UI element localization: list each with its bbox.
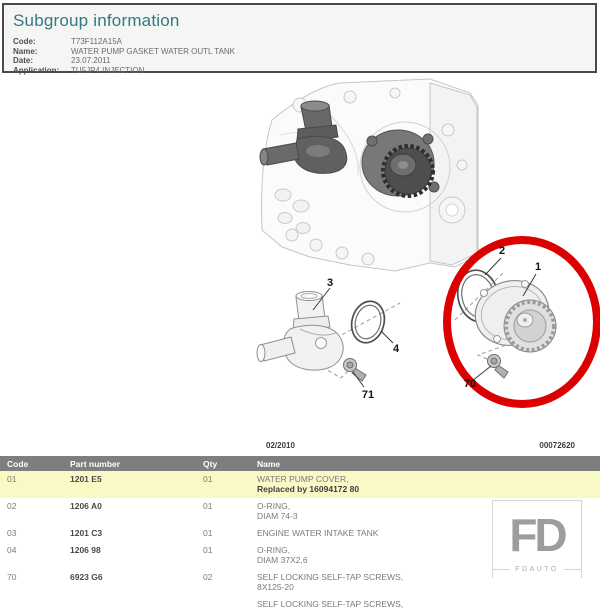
cell-part	[63, 599, 196, 609]
cell-qty: 01	[203, 501, 213, 511]
table-header	[0, 456, 600, 471]
column-header-qty: Qty	[203, 458, 218, 469]
cell-qty	[196, 599, 250, 609]
diagram-date-code: 02/2010	[266, 441, 295, 450]
logo-rule-right	[564, 569, 581, 570]
field-label-date: Date:	[13, 56, 34, 66]
field-value-name: WATER PUMP GASKET WATER OUTL TANK	[71, 46, 236, 56]
column-header-part-number: Part number	[70, 458, 121, 469]
exploded-parts-diagram	[0, 75, 600, 443]
cell-code: 01	[7, 474, 17, 484]
field-label-code: Code:	[13, 37, 36, 46]
fdauto-logo-subtext-row	[493, 566, 581, 573]
cell-name	[250, 474, 600, 494]
field-label-application: Application:	[13, 65, 60, 75]
callout-70: 70	[463, 378, 477, 390]
cell-qty: 01	[203, 474, 213, 484]
cell-code: 02	[7, 501, 17, 511]
callout-4: 4	[392, 343, 400, 355]
cell-part: 1206 98	[70, 545, 101, 555]
callout-3: 3	[326, 277, 334, 289]
cell-name-line1: WATER PUMP COVER,	[257, 474, 349, 484]
subgroup-fields	[13, 37, 586, 75]
table-row[interactable]	[0, 596, 600, 613]
cell-code: 70	[7, 572, 17, 582]
part-3-intake-tank	[257, 292, 343, 371]
callout-2: 2	[498, 245, 506, 257]
field-value-application: TU5JP4 INJECTION	[71, 65, 145, 75]
fdauto-logo	[492, 500, 582, 578]
cell-name-line1: ENGINE WATER INTAKE TANK	[257, 528, 379, 538]
logo-rule-left	[493, 569, 510, 570]
part-1-water-pump	[468, 273, 556, 354]
cell-name-line1: O-RING,	[257, 545, 291, 555]
part-71-screw	[344, 359, 367, 382]
part-4-o-ring	[347, 298, 389, 347]
cell-code: 03	[7, 528, 17, 538]
table-row[interactable]	[0, 471, 600, 498]
cell-qty: 02	[203, 572, 213, 582]
diagram-doc-number: 00072620	[539, 441, 575, 450]
cell-name-line1: SELF LOCKING SELF-TAP SCREWS,	[257, 599, 404, 609]
cell-code	[0, 599, 63, 609]
cell-name-line2: DIAM 74-3	[257, 511, 298, 521]
cell-part: 1201 E5	[70, 474, 102, 484]
subgroup-info-panel	[2, 3, 597, 73]
fdauto-logo-subtext: FDAUTO	[515, 566, 559, 573]
callout-71: 71	[361, 389, 375, 401]
cell-name-line2: 8X125-20	[257, 582, 294, 592]
cell-part: 1201 C3	[70, 528, 103, 538]
cell-qty: 01	[203, 528, 213, 538]
cell-part: 1206 A0	[70, 501, 102, 511]
field-value-date: 23.07.2011	[71, 56, 111, 66]
diagram-meta-row	[0, 439, 600, 453]
callout-1: 1	[534, 261, 542, 273]
fdauto-logo-text: FD	[509, 508, 565, 561]
cell-name-line2: Replaced by 16094172 80	[257, 484, 360, 494]
page-title: Subgroup information	[13, 11, 180, 30]
field-value-code: T73F112A15A	[71, 37, 122, 46]
cell-name	[250, 599, 600, 609]
field-label-name: Name:	[13, 46, 38, 56]
cell-name-line1: O-RING,	[257, 501, 291, 511]
column-header-code: Code	[7, 458, 29, 469]
column-header-name: Name	[257, 458, 281, 469]
cell-qty: 01	[203, 545, 213, 555]
cell-part: 6923 G6	[70, 572, 103, 582]
cell-name-line1: SELF LOCKING SELF-TAP SCREWS,	[257, 572, 404, 582]
cell-code: 04	[7, 545, 17, 555]
cell-name-line2: DIAM 37X2,6	[257, 555, 308, 565]
